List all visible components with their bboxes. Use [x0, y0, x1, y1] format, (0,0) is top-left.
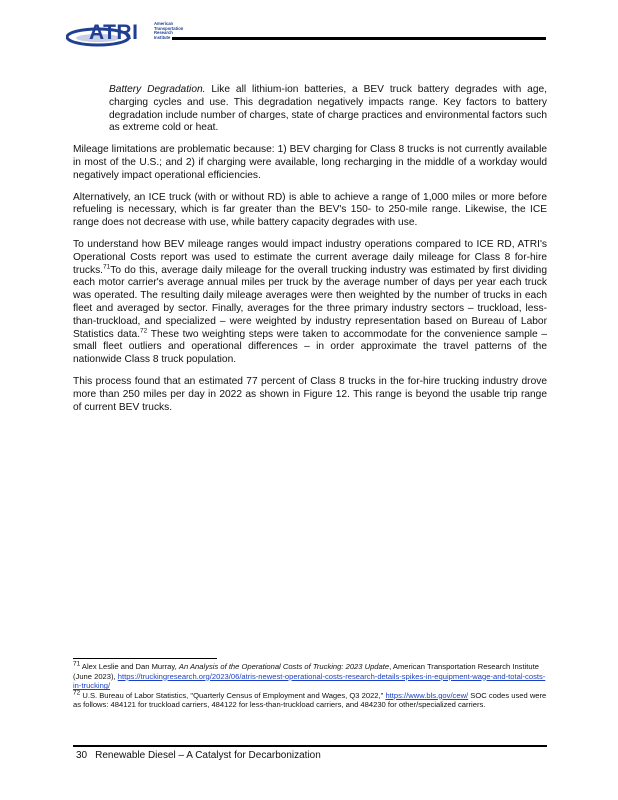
document-body [73, 84, 547, 423]
battery-degradation-label: Battery Degradation. [109, 84, 206, 95]
footnote-72-link[interactable]: https://www.bls.gov/cew/ [385, 690, 469, 700]
footnote-72-codes: SOC codes used were as follows: 484121 for truckload carriers, 484122 for less-than-truckload carriers, and 484230 for other/specialized carriers. [73, 690, 547, 710]
battery-degradation-paragraph [109, 84, 547, 135]
footer-rule [73, 745, 547, 747]
footnote-72 [73, 691, 547, 710]
findings-paragraph: This process found that an estimated 77 percent of Class 8 trucks in the for-hire trucking industry drove more than 250 miles per day in 2022 as shown in Figure 12. This range is beyond the usable trip range of current BEV trucks. [73, 375, 547, 413]
footnote-ref-71[interactable]: 71 [103, 263, 111, 271]
methodology-text-c: These two weighting steps were taken to accommodate for the convenience sample – small fleet outliers and operational differences – in order approximate the travel patterns of the nationwide Class 8 truck population. [73, 328, 548, 366]
footnote-71-title: An Analysis of the Operational Costs of Trucking: 2023 Update [178, 662, 390, 671]
footnote-71-link[interactable]: https://truckingresearch.org/2023/06/atris-newest-operational-costs-research-details-spikes-in-equipment-wage-and-total-costs-in-trucking/ [73, 671, 546, 691]
footnote-71-mark: 71 [73, 660, 81, 668]
methodology-text-a: To understand how BEV mileage ranges would impact industry operations compared to ICE RD, ATRI's Operational Costs report was used to estimate the current average daily mileage for Class 8 for-hire trucks. [73, 238, 547, 276]
footnote-71-publisher: , American Transportation Research Institute (June 2023), [73, 662, 539, 681]
methodology-text-b: To do this, average daily mileage for the overall trucking industry was estimated by first dividing each motor carrier's average annual miles per truck by the average number of days per year each truck was operated. The resulting daily mileage averages were then weighted by the number of trucks in each fleet and averaged by sector. Finally, averages for the three primary industry sectors – truckload, less-than-truckload, and specialized – were weighted by industry representation based on Bureau of Labor Statistics data. [73, 264, 547, 340]
footnote-ref-72[interactable]: 72 [140, 327, 148, 335]
page-number: 30 [76, 750, 88, 761]
footnote-rule [73, 658, 217, 659]
footnote-72-mark: 72 [73, 689, 81, 697]
page-footer [76, 750, 329, 761]
mileage-limitations-paragraph: Mileage limitations are problematic because: 1) BEV charging for Class 8 trucks is not currently available in most of the U.S.; and 2) if charging were available, long recharging in the middle of a workday would negatively impact operational efficiencies. [73, 144, 547, 181]
footnote-72-source: U.S. Bureau of Labor Statistics, "Quarterly Census of Employment and Wages, Q3 2022," [80, 690, 386, 700]
header-rule [172, 37, 546, 40]
report-title: Renewable Diesel – A Catalyst for Decarbonization [95, 750, 321, 761]
footnote-71-authors: Alex Leslie and Dan Murray, [80, 662, 179, 671]
atri-logo [66, 20, 184, 50]
battery-degradation-text: Like all lithium-ion batteries, a BEV truck battery degrades with age, charging cycles and use. This degradation negatively impacts range. Key factors to battery degradation include number of charges, state of charge practices and environmental factors such as extreme cold or heat. [109, 84, 547, 134]
logo-wordmark: ATRI [89, 21, 139, 44]
footnote-71 [73, 662, 547, 691]
ice-range-paragraph: Alternatively, an ICE truck (with or without RD) is able to achieve a range of 1,000 miles or more before refueling is necessary, which is far greater than the BEV's 150- to 250-mile range. Likewise, the ICE range does not decrease with use, while battery capacity degrades with use. [73, 191, 547, 229]
footnotes [73, 662, 547, 710]
methodology-paragraph [73, 239, 547, 367]
logo-tagline: American Transportation Research Institute [154, 21, 184, 40]
